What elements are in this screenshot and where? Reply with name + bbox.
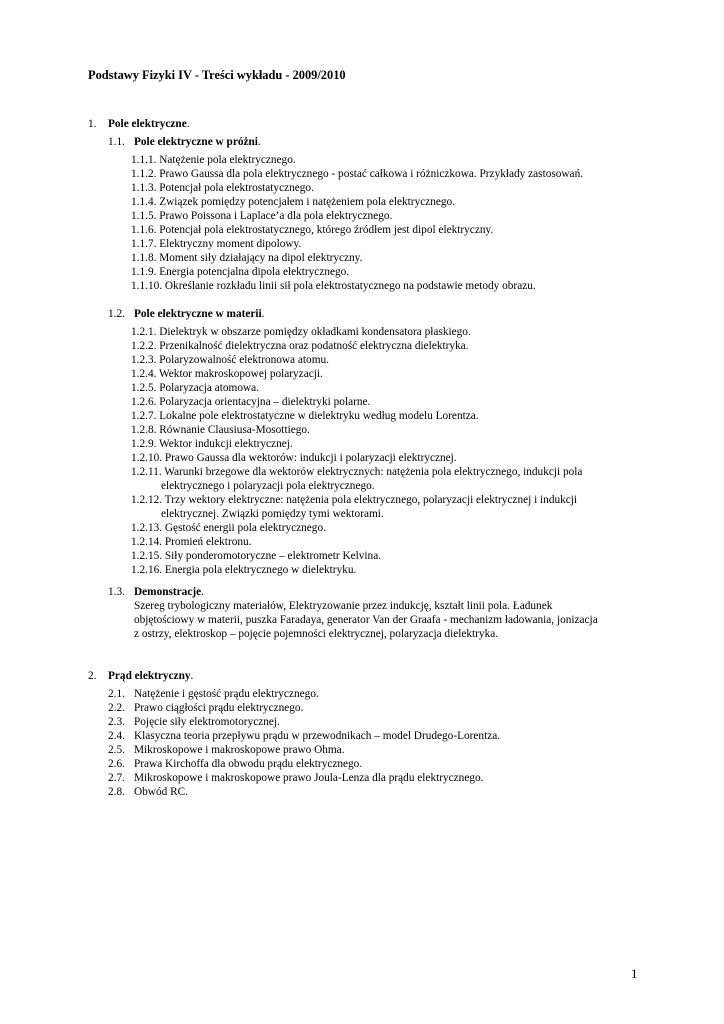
list-item: 1.1.9. Energia potencjalna dipola elektrycznego.	[131, 266, 350, 278]
list-item: 1.2.12. Trzy wektory elektryczne: natężenia pola elektrycznego, polaryzacji elektrycznej i indukcji	[131, 494, 578, 506]
list-item: Natężenie i gęstość prądu elektrycznego.	[134, 688, 319, 700]
list-item: 1.2.14. Promień elektronu.	[131, 536, 252, 548]
section-2-number: 2.	[88, 670, 97, 682]
list-item: Mikroskopowe i makroskopowe prawo Ohma.	[134, 744, 345, 756]
section-1-heading: Pole elektryczne.	[108, 118, 190, 130]
section-1-number: 1.	[88, 118, 97, 130]
subsection-1-2-number: 1.2.	[108, 308, 125, 320]
list-item: Pojęcie siły elektromotorycznej.	[134, 716, 280, 728]
list-item: 1.2.3. Polaryzowalność elektronowa atomu.	[131, 354, 329, 366]
list-item: 1.2.1. Dielektryk w obszarze pomiędzy okładkami kondensatora płaskiego.	[131, 326, 471, 338]
page-number: 1	[631, 966, 638, 981]
list-item: 1.2.8. Równanie Clausiusa-Mosottiego.	[131, 424, 310, 436]
list-item-number: 2.2.	[108, 702, 125, 714]
demo-text-line: objętościowy w materii, puszka Faradaya, generator Van der Graafa - mechanizm ładowania, jonizacja	[134, 614, 598, 626]
demo-text-line: Szereg trybologiczny materiałów, Elektryzowanie przez indukcję, kształt linii pola. Ładunek	[134, 600, 553, 612]
demo-text-line: z ostrzy, elektroskop – pojęcie pojemności elektrycznej, polaryzacja dielektryka.	[134, 628, 499, 640]
list-item: 1.1.2. Prawo Gaussa dla pola elektrycznego - postać całkowa i różniczkowa. Przykłady zastosowań.	[131, 168, 584, 180]
list-item: 1.2.9. Wektor indukcji elektrycznej.	[131, 438, 293, 450]
list-item: 1.2.4. Wektor makroskopowej polaryzacji.	[131, 368, 323, 380]
list-item: 1.1.8. Moment siły działający na dipol elektryczny.	[131, 252, 363, 264]
subsection-1-3-title: Demonstracje	[134, 586, 202, 598]
section-1-title: Pole elektryczne	[108, 118, 187, 130]
section-2-heading: Prąd elektryczny.	[108, 670, 194, 682]
subsection-1-3-heading: Demonstracje.	[134, 586, 204, 598]
list-item: 1.1.10. Określanie rozkładu linii sił pola elektrostatycznego na podstawie metody obrazu.	[131, 280, 536, 292]
list-item: 1.2.16. Energia pola elektrycznego w dielektryku.	[131, 564, 357, 576]
list-item: Prawo ciągłości prądu elektrycznego.	[134, 702, 304, 714]
list-item: 1.2.10. Prawo Gaussa dla wektorów: indukcji i polaryzacji elektrycznej.	[131, 452, 457, 464]
list-item: 1.2.15. Siły ponderomotoryczne – elektrometr Kelvina.	[131, 550, 382, 562]
list-item-continuation: elektrycznej. Związki pomiędzy tymi wektorami.	[161, 508, 384, 520]
list-item: 1.1.6. Potencjał pola elektrostatycznego, którego źródłem jest dipol elektryczny.	[131, 224, 494, 236]
list-item: 1.1.5. Prawo Poissona i Laplace’a dla pola elektrycznego.	[131, 210, 393, 222]
list-item-number: 2.8.	[108, 786, 125, 798]
list-item: Obwód RC.	[134, 786, 188, 798]
list-item: 1.2.7. Lokalne pole elektrostatyczne w dielektryku według modelu Lorentza.	[131, 410, 479, 422]
list-item: 1.2.11. Warunki brzegowe dla wektorów elektrycznych: natężenia pola elektrycznego, indukcji pola	[131, 466, 583, 478]
subsection-1-2-title: Pole elektryczne w materii	[134, 308, 262, 320]
list-item: Klasyczna teoria przepływu prądu w przewodnikach – model Drudego-Lorentza.	[134, 730, 501, 742]
subsection-1-1-title: Pole elektryczne w próżni	[134, 136, 258, 148]
subsection-1-2-heading: Pole elektryczne w materii.	[134, 308, 265, 320]
list-item: Mikroskopowe i makroskopowe prawo Joula-Lenza dla prądu elektrycznego.	[134, 772, 484, 784]
section-2-title: Prąd elektryczny	[108, 670, 191, 682]
list-item: 1.2.6. Polaryzacja orientacyjna – dielektryki polarne.	[131, 396, 371, 408]
subsection-1-3-number: 1.3.	[108, 586, 125, 598]
list-item-number: 2.3.	[108, 716, 125, 728]
document-title: Podstawy Fizyki IV - Treści wykładu - 2009/2010	[88, 68, 346, 82]
list-item-number: 2.4.	[108, 730, 125, 742]
list-item: 1.2.5. Polaryzacja atomowa.	[131, 382, 259, 394]
list-item: 1.2.2. Przenikalność dielektryczna oraz podatność elektryczna dielektryka.	[131, 340, 469, 352]
list-item: Prawa Kirchoffa dla obwodu prądu elektrycznego.	[134, 758, 363, 770]
list-item: 1.1.3. Potencjał pola elektrostatycznego.	[131, 182, 314, 194]
list-item: 1.1.1. Natężenie pola elektrycznego.	[131, 154, 296, 166]
subsection-1-1-heading: Pole elektryczne w próżni.	[134, 136, 261, 148]
list-item-number: 2.6.	[108, 758, 125, 770]
list-item-number: 2.7.	[108, 772, 125, 784]
list-item: 1.1.7. Elektryczny moment dipolowy.	[131, 238, 302, 250]
list-item-number: 2.1.	[108, 688, 125, 700]
list-item: 1.1.4. Związek pomiędzy potencjałem i natężeniem pola elektrycznego.	[131, 196, 456, 208]
list-item-number: 2.5.	[108, 744, 125, 756]
subsection-1-1-number: 1.1.	[108, 136, 125, 148]
list-item: 1.2.13. Gęstość energii pola elektrycznego.	[131, 522, 326, 534]
list-item-continuation: elektrycznego i polaryzacji pola elektrycznego.	[161, 480, 375, 492]
